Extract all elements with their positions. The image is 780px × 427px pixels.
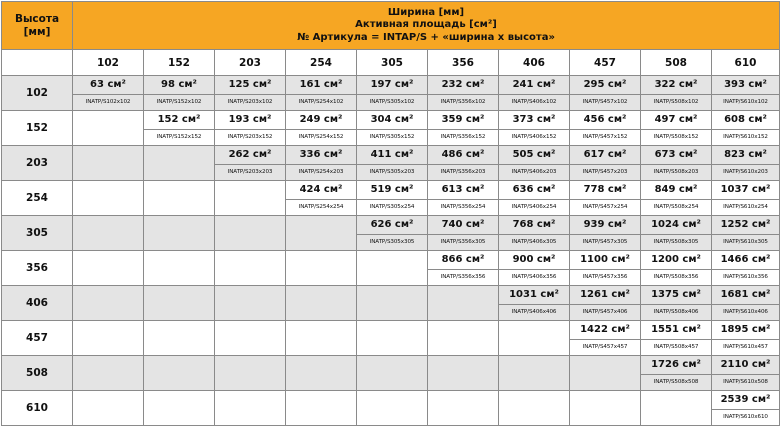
area-cell: 1031 см² [499, 286, 570, 305]
empty-cell [286, 251, 357, 286]
table-row-457 [2, 321, 780, 340]
width-header-254: 254 [286, 50, 357, 76]
width-header-406: 406 [499, 50, 570, 76]
area-cell: 849 см² [641, 181, 712, 200]
table-row-102 [2, 76, 780, 95]
area-cell: 1261 см² [570, 286, 641, 305]
height-header-203: 203 [2, 146, 73, 181]
table-body [2, 2, 780, 426]
article-number-cell: INATP/S406x152 [499, 130, 570, 146]
article-number-cell: INATP/S610x406 [712, 305, 780, 321]
article-number-cell: INATP/S406x406 [499, 305, 570, 321]
empty-cell [357, 356, 428, 391]
article-number-cell: INATP/S457x406 [570, 305, 641, 321]
area-cell: 823 см² [712, 146, 780, 165]
area-cell: 617 см² [570, 146, 641, 165]
article-number-cell: INATP/S254x102 [286, 95, 357, 111]
empty-cell [357, 286, 428, 321]
table-row-406 [2, 286, 780, 305]
empty-cell [286, 286, 357, 321]
empty-cell [286, 391, 357, 426]
empty-cell [73, 111, 144, 146]
area-cell: 125 см² [215, 76, 286, 95]
empty-cell [570, 391, 641, 426]
empty-cell [286, 356, 357, 391]
area-cell: 249 см² [286, 111, 357, 130]
article-number-cell: INATP/S305x152 [357, 130, 428, 146]
empty-cell [215, 181, 286, 216]
article-number-cell: INATP/S610x102 [712, 95, 780, 111]
table-row-254 [2, 181, 780, 200]
article-number-cell: INATP/S254x203 [286, 165, 357, 181]
article-number-cell: INATP/S356x254 [428, 200, 499, 216]
area-cell: 1726 см² [641, 356, 712, 375]
empty-cell [428, 356, 499, 391]
article-number-cell: INATP/S254x254 [286, 200, 357, 216]
empty-cell [641, 391, 712, 426]
table-row-508 [2, 356, 780, 375]
height-header-508: 508 [2, 356, 73, 391]
area-cell: 1681 см² [712, 286, 780, 305]
empty-cell [73, 356, 144, 391]
height-header-610: 610 [2, 391, 73, 426]
area-cell: 505 см² [499, 146, 570, 165]
empty-cell [428, 391, 499, 426]
empty-cell [286, 216, 357, 251]
article-number-cell: INATP/S152x102 [144, 95, 215, 111]
area-cell: 98 см² [144, 76, 215, 95]
area-cell: 1037 см² [712, 181, 780, 200]
area-cell: 866 см² [428, 251, 499, 270]
empty-cell [215, 216, 286, 251]
article-number-cell: INATP/S356x203 [428, 165, 499, 181]
empty-cell [144, 286, 215, 321]
height-header-305: 305 [2, 216, 73, 251]
area-cell: 322 см² [641, 76, 712, 95]
article-number-cell: INATP/S457x152 [570, 130, 641, 146]
article-number-cell: INATP/S457x203 [570, 165, 641, 181]
article-number-cell: INATP/S152x152 [144, 130, 215, 146]
article-number-cell: INATP/S305x254 [357, 200, 428, 216]
area-cell: 1895 см² [712, 321, 780, 340]
area-cell: 1466 см² [712, 251, 780, 270]
article-number-cell: INATP/S508x152 [641, 130, 712, 146]
empty-cell [286, 321, 357, 356]
area-cell: 393 см² [712, 76, 780, 95]
article-number-cell: INATP/S203x152 [215, 130, 286, 146]
article-number-cell: INATP/S406x356 [499, 270, 570, 286]
table-row-203 [2, 146, 780, 165]
area-cell: 1422 см² [570, 321, 641, 340]
article-number-cell: INATP/S610x305 [712, 235, 780, 251]
article-number-cell: INATP/S305x203 [357, 165, 428, 181]
height-header-254: 254 [2, 181, 73, 216]
article-formula-title: № Артикула = INTAP/S + «ширина x высота» [297, 31, 555, 43]
table-row-152 [2, 111, 780, 130]
empty-cell [499, 391, 570, 426]
empty-cell [144, 321, 215, 356]
article-number-cell: INATP/S508x406 [641, 305, 712, 321]
size-table [1, 1, 780, 426]
article-number-cell: INATP/S508x457 [641, 340, 712, 356]
width-header-610: 610 [712, 50, 780, 76]
empty-cell [215, 391, 286, 426]
corner-blank-cell [2, 50, 73, 76]
area-cell: 519 см² [357, 181, 428, 200]
table-row-305 [2, 216, 780, 235]
article-number-cell: INATP/S457x305 [570, 235, 641, 251]
article-number-cell: INATP/S610x508 [712, 375, 780, 391]
area-cell: 608 см² [712, 111, 780, 130]
area-cell: 2539 см² [712, 391, 780, 410]
empty-cell [215, 321, 286, 356]
article-number-cell: INATP/S305x305 [357, 235, 428, 251]
area-cell: 486 см² [428, 146, 499, 165]
height-header-unit: [мм] [23, 25, 51, 38]
area-cell: 497 см² [641, 111, 712, 130]
area-cell: 939 см² [570, 216, 641, 235]
article-number-cell: INATP/S356x152 [428, 130, 499, 146]
empty-cell [428, 321, 499, 356]
area-cell: 262 см² [215, 146, 286, 165]
empty-cell [215, 251, 286, 286]
article-number-cell: INATP/S457x457 [570, 340, 641, 356]
empty-cell [144, 391, 215, 426]
empty-cell [357, 251, 428, 286]
article-number-cell: INATP/S356x102 [428, 95, 499, 111]
empty-cell [73, 216, 144, 251]
active-area-title: Активная площадь [см²] [355, 19, 497, 31]
height-header-label: Высота [14, 12, 60, 25]
area-cell: 1100 см² [570, 251, 641, 270]
article-number-cell: INATP/S610x356 [712, 270, 780, 286]
empty-cell [73, 321, 144, 356]
article-number-cell: INATP/S508x102 [641, 95, 712, 111]
width-header-row [2, 50, 780, 76]
width-header-356: 356 [428, 50, 499, 76]
article-number-cell: INATP/S508x254 [641, 200, 712, 216]
table-row-610 [2, 391, 780, 410]
area-cell: 1252 см² [712, 216, 780, 235]
width-header-508: 508 [641, 50, 712, 76]
empty-cell [144, 251, 215, 286]
empty-cell [428, 286, 499, 321]
article-number-cell: INATP/S102x102 [73, 95, 144, 111]
area-cell: 295 см² [570, 76, 641, 95]
table-title [73, 2, 780, 50]
empty-cell [499, 356, 570, 391]
article-number-cell: INATP/S610x203 [712, 165, 780, 181]
area-cell: 241 см² [499, 76, 570, 95]
empty-cell [73, 146, 144, 181]
article-number-cell: INATP/S508x203 [641, 165, 712, 181]
width-header-457: 457 [570, 50, 641, 76]
article-number-cell: INATP/S508x508 [641, 375, 712, 391]
height-header-457: 457 [2, 321, 73, 356]
article-number-cell: INATP/S610x254 [712, 200, 780, 216]
area-cell: 2110 см² [712, 356, 780, 375]
article-number-cell: INATP/S508x305 [641, 235, 712, 251]
article-number-cell: INATP/S203x102 [215, 95, 286, 111]
area-cell: 411 см² [357, 146, 428, 165]
empty-cell [144, 356, 215, 391]
empty-cell [570, 356, 641, 391]
article-number-cell: INATP/S406x305 [499, 235, 570, 251]
empty-cell [357, 391, 428, 426]
height-header-152: 152 [2, 111, 73, 146]
area-cell: 456 см² [570, 111, 641, 130]
empty-cell [357, 321, 428, 356]
empty-cell [73, 286, 144, 321]
height-header-406: 406 [2, 286, 73, 321]
area-cell: 304 см² [357, 111, 428, 130]
area-cell: 1024 см² [641, 216, 712, 235]
area-cell: 778 см² [570, 181, 641, 200]
article-number-cell: INATP/S457x254 [570, 200, 641, 216]
area-cell: 336 см² [286, 146, 357, 165]
area-cell: 740 см² [428, 216, 499, 235]
article-number-cell: INATP/S305x102 [357, 95, 428, 111]
article-number-cell: INATP/S406x254 [499, 200, 570, 216]
article-number-cell: INATP/S254x152 [286, 130, 357, 146]
article-number-cell: INATP/S356x305 [428, 235, 499, 251]
empty-cell [144, 216, 215, 251]
area-cell: 1200 см² [641, 251, 712, 270]
width-header-203: 203 [215, 50, 286, 76]
empty-cell [73, 251, 144, 286]
width-header-152: 152 [144, 50, 215, 76]
area-cell: 900 см² [499, 251, 570, 270]
width-header-305: 305 [357, 50, 428, 76]
table-row-356 [2, 251, 780, 270]
area-cell: 626 см² [357, 216, 428, 235]
empty-cell [499, 321, 570, 356]
article-number-cell: INATP/S457x102 [570, 95, 641, 111]
article-number-cell: INATP/S610x610 [712, 410, 780, 426]
area-cell: 161 см² [286, 76, 357, 95]
area-cell: 63 см² [73, 76, 144, 95]
height-header-102: 102 [2, 76, 73, 111]
area-cell: 197 см² [357, 76, 428, 95]
area-cell: 373 см² [499, 111, 570, 130]
area-cell: 1551 см² [641, 321, 712, 340]
area-cell: 232 см² [428, 76, 499, 95]
area-cell: 613 см² [428, 181, 499, 200]
article-number-cell: INATP/S356x356 [428, 270, 499, 286]
width-header-102: 102 [73, 50, 144, 76]
area-cell: 1375 см² [641, 286, 712, 305]
article-number-cell: INATP/S203x203 [215, 165, 286, 181]
area-cell: 193 см² [215, 111, 286, 130]
article-number-cell: INATP/S457x356 [570, 270, 641, 286]
article-number-cell: INATP/S406x203 [499, 165, 570, 181]
article-number-cell: INATP/S406x102 [499, 95, 570, 111]
area-cell: 152 см² [144, 111, 215, 130]
article-number-cell: INATP/S508x356 [641, 270, 712, 286]
table-row-102-articles [2, 95, 780, 111]
area-cell: 359 см² [428, 111, 499, 130]
empty-cell [144, 181, 215, 216]
height-header-356: 356 [2, 251, 73, 286]
article-number-cell: INATP/S610x457 [712, 340, 780, 356]
area-cell: 768 см² [499, 216, 570, 235]
area-cell: 424 см² [286, 181, 357, 200]
empty-cell [73, 391, 144, 426]
area-cell: 636 см² [499, 181, 570, 200]
empty-cell [73, 181, 144, 216]
header-row [2, 2, 780, 50]
article-number-cell: INATP/S610x152 [712, 130, 780, 146]
area-cell: 673 см² [641, 146, 712, 165]
empty-cell [144, 146, 215, 181]
empty-cell [215, 286, 286, 321]
width-title: Ширина [мм] [387, 6, 465, 18]
empty-cell [215, 356, 286, 391]
height-column-header [2, 2, 73, 50]
